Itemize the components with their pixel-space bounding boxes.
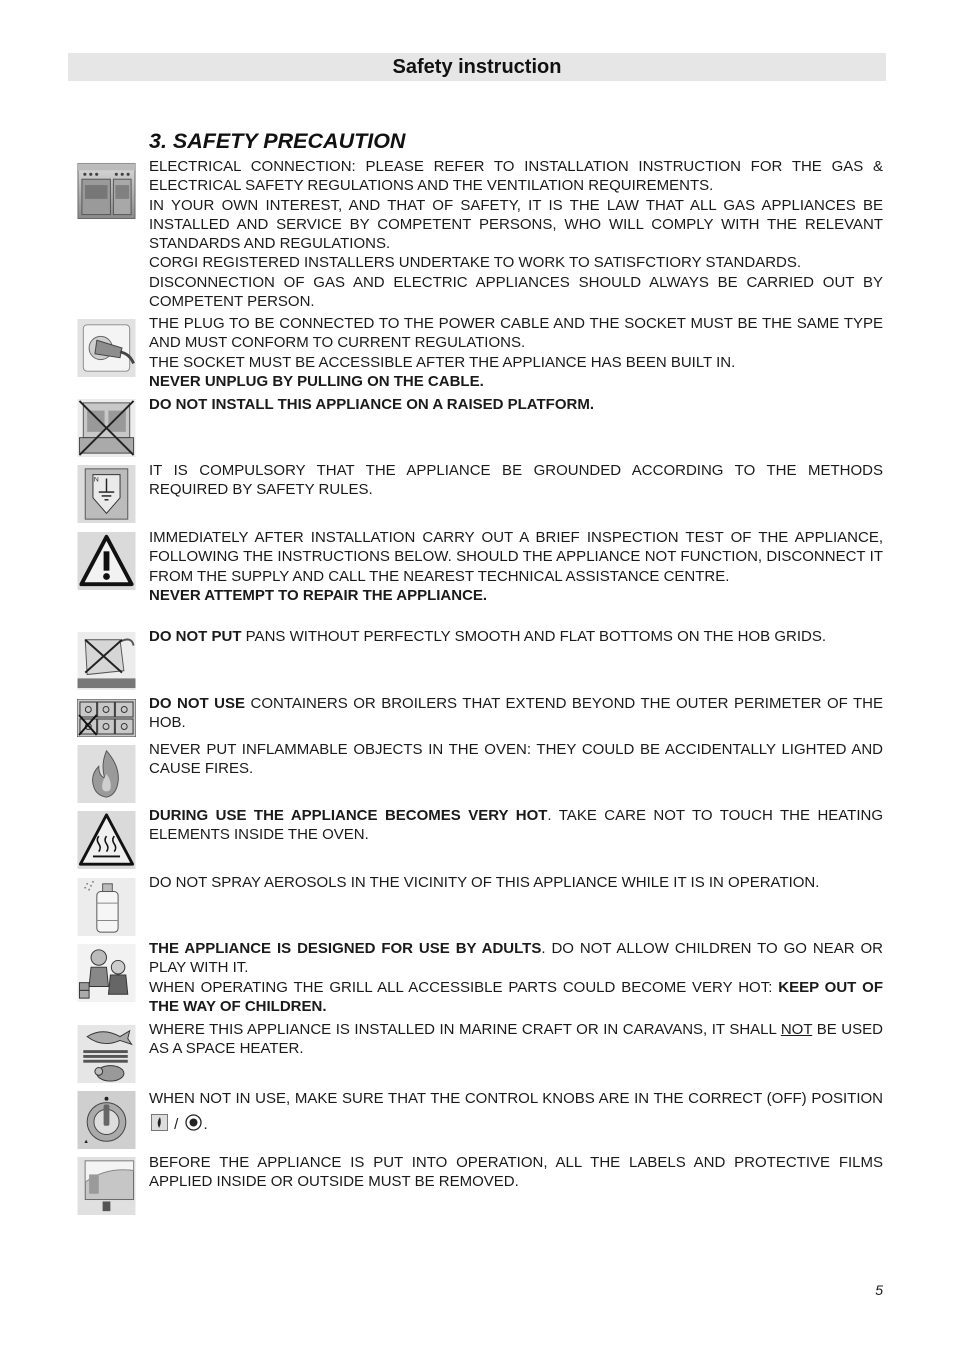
children-rest1: . DO NOT ALLOW CHILDREN TO GO NEAR OR PLAY WITH IT. xyxy=(149,940,883,977)
electrical-p3: CORGI REGISTERED INSTALLERS UNDERTAKE TO WORK TO SATISFCTIORY STANDARDS. xyxy=(149,254,802,272)
children-p1 xyxy=(149,939,883,978)
marine-not: NOT xyxy=(780,1021,813,1038)
knobs-pre: WHEN NOT IN USE, MAKE SURE THAT THE CONTROL KNOBS ARE IN THE CORRECT (OFF) POSITION xyxy=(149,1090,883,1107)
marine-post: BE USED AS A SPACE HEATER. xyxy=(149,1021,883,1058)
plug-p3: NEVER UNPLUG BY PULLING ON THE CABLE. xyxy=(149,372,484,390)
children-bold2: KEEP OUT OF THE WAY OF CHILDREN. xyxy=(149,978,884,1015)
warning-triangle-icon xyxy=(77,532,136,590)
hot-rest: . TAKE CARE NOT TO TOUCH THE HEATING ELEMENTS INSIDE THE OVEN. xyxy=(149,807,884,844)
inflammable-p1: NEVER PUT INFLAMMABLE OBJECTS IN THE OVEN: THEY COULD BE ACCIDENTALLY LIGHTED AND CAUSE FIRES. xyxy=(149,741,883,778)
containers-rest: CONTAINERS OR BROILERS THAT EXTEND BEYOND THE OUTER PERIMETER OF THE HOB. xyxy=(149,695,883,732)
hot-p1 xyxy=(149,806,883,845)
ground-text xyxy=(149,461,883,500)
hot-bold: DURING USE THE APPLIANCE BECOMES VERY HOT xyxy=(149,807,548,824)
marine-text xyxy=(149,1020,883,1059)
children-bold1: THE APPLIANCE IS DESIGNED FOR USE BY ADULTS xyxy=(149,940,542,957)
ground-earth-icon xyxy=(77,465,136,523)
aerosol-can-icon xyxy=(77,878,136,936)
containers-p1 xyxy=(149,694,883,733)
electrical-connection-text xyxy=(149,157,883,311)
marine-pre: WHERE THIS APPLIANCE IS INSTALLED IN MARINE CRAFT OR IN CARAVANS, IT SHALL xyxy=(149,1021,781,1038)
children-text2: WHEN OPERATING THE GRILL ALL ACCESSIBLE PARTS COULD BECOME VERY HOT: xyxy=(149,978,779,996)
labels-p1: BEFORE THE APPLIANCE IS PUT INTO OPERATION, ALL THE LABELS AND PROTECTIVE FILMS APPLIED INSIDE OR OUTSIDE MUST BE REMOVED. xyxy=(149,1154,883,1191)
platform-p1: DO NOT INSTALL THIS APPLIANCE ON A RAISED PLATFORM. xyxy=(149,396,594,413)
plug-p2: THE SOCKET MUST BE ACCESSIBLE AFTER THE APPLIANCE HAS BEEN BUILT IN. xyxy=(149,353,736,371)
knobs-sep: / xyxy=(170,1116,183,1133)
svg-text:▲: ▲ xyxy=(83,1139,90,1146)
marine-caravan-icon xyxy=(77,1025,136,1083)
knobs-text xyxy=(149,1086,883,1138)
flame-icon xyxy=(77,745,136,803)
inspection-p1: IMMEDIATELY AFTER INSTALLATION CARRY OUT A BRIEF INSPECTION TEST OF THE APPLIANCE, FOLLOWING THE INSTRUCTIONS BELOW. SHOULD THE APPLIANCE NOT FUNCTION, DISCONNECT IT FROM THE SUPPLY AND CALL THE NEAREST TECHNICAL ASSISTANCE CENTRE. xyxy=(149,529,883,585)
plug-socket-icon xyxy=(77,319,136,377)
marine-p1 xyxy=(149,1020,883,1059)
electrical-p2: IN YOUR OWN INTEREST, AND THAT OF SAFETY, IT IS THE LAW THAT ALL GAS APPLIANCES BE INSTALLED AND SERVICE BY COMPETENT PERSONS, WHO WILL COMPLY WITH THE RELEVANT STANDARDS AND REGULATIONS. xyxy=(149,196,883,253)
containers-bold: DO NOT USE xyxy=(149,695,245,712)
svg-text:N: N xyxy=(93,476,99,484)
hot-text xyxy=(149,806,883,845)
protective-film-icon xyxy=(77,1157,136,1215)
children-text xyxy=(149,939,883,1016)
aerosol-text xyxy=(149,873,883,892)
pans-text xyxy=(149,627,883,646)
pans-rest: PANS WITHOUT PERFECTLY SMOOTH AND FLAT BOTTOMS ON THE HOB GRIDS. xyxy=(241,628,827,645)
hob-grid-prohibited-icon xyxy=(77,699,136,737)
knobs-end: . xyxy=(203,1116,208,1133)
inspection-p2: NEVER ATTEMPT TO REPAIR THE APPLIANCE. xyxy=(149,586,488,604)
children-p2 xyxy=(149,978,883,1017)
pan-prohibited-icon xyxy=(77,632,136,690)
off-position-icon xyxy=(151,1114,168,1131)
knobs-p1 xyxy=(149,1086,883,1138)
cooker-icon xyxy=(77,161,136,221)
platform-text xyxy=(149,395,883,414)
page-header-title: Safety instruction xyxy=(392,56,562,78)
control-knob-icon xyxy=(77,1091,136,1149)
pans-p1 xyxy=(149,627,883,646)
section-title: 3. SAFETY PRECAUTION xyxy=(149,129,406,153)
pans-bold: DO NOT PUT xyxy=(149,628,242,645)
labels-text xyxy=(149,1153,883,1192)
ground-p1: IT IS COMPULSORY THAT THE APPLIANCE BE GROUNDED ACCORDING TO THE METHODS REQUIRED BY SAFETY RULES. xyxy=(149,462,883,499)
raised-platform-prohibited-icon xyxy=(77,399,136,457)
plug-p1: THE PLUG TO BE CONNECTED TO THE POWER CABLE AND THE SOCKET MUST BE THE SAME TYPE AND MUST CONFORM TO CURRENT REGULATIONS. xyxy=(149,315,883,352)
children-icon xyxy=(77,944,136,1002)
page-number: 5 xyxy=(875,1282,883,1298)
header-bar xyxy=(68,53,886,81)
containers-text xyxy=(149,694,883,733)
plug-text xyxy=(149,314,883,391)
inspection-text xyxy=(149,528,883,605)
inflammable-text xyxy=(149,740,883,779)
aerosol-p1: DO NOT SPRAY AEROSOLS IN THE VICINITY OF THIS APPLIANCE WHILE IT IS IN OPERATION. xyxy=(149,874,820,891)
electrical-p4: DISCONNECTION OF GAS AND ELECTRIC APPLIANCES SHOULD ALWAYS BE CARRIED OUT BY COMPETENT PERSON. xyxy=(149,273,883,311)
electrical-p1: ELECTRICAL CONNECTION: PLEASE REFER TO INSTALLATION INSTRUCTION FOR THE GAS & ELECTRICAL SAFETY REGULATIONS AND THE VENTILATION REQUIREMENTS. xyxy=(149,158,883,195)
off-dot-icon xyxy=(185,1114,202,1131)
hot-surface-icon xyxy=(77,811,136,869)
